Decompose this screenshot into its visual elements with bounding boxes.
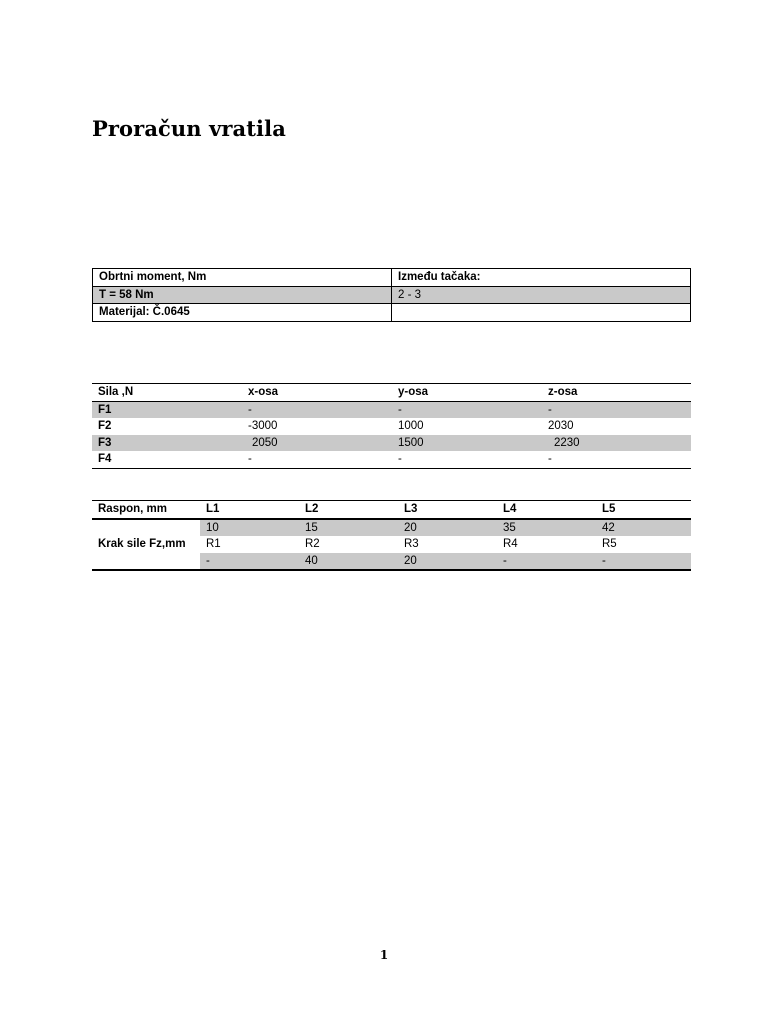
table-cell: F3 [92, 435, 242, 452]
page-number: 1 [379, 948, 389, 962]
forces-table [92, 383, 691, 469]
table-row [93, 304, 691, 322]
table-cell: -3000 [248, 420, 278, 433]
table-cell: Materijal: Č.0645 [93, 304, 392, 322]
page-title: Proračun vratila [92, 116, 286, 141]
table-cell: R3 [404, 538, 419, 551]
table-cell: 2 - 3 [392, 286, 691, 304]
table-header-cell: L3 [398, 501, 497, 519]
table-cell: F1 [92, 401, 242, 418]
table-header-row [92, 501, 691, 519]
table-cell: 10 [200, 519, 299, 537]
table-row [92, 435, 691, 452]
table-cell: - [542, 401, 691, 418]
table-header-cell: y-osa [392, 384, 542, 402]
table-row [92, 553, 691, 571]
table-cell: Obrtni moment, Nm [93, 269, 392, 287]
table-header-cell: L4 [497, 501, 596, 519]
table-cell: - [497, 553, 596, 571]
table-cell: - [392, 401, 542, 418]
table-header-cell: z-osa [542, 384, 691, 402]
table-header-cell: x-osa [242, 384, 392, 402]
table-cell: R2 [305, 538, 320, 551]
table-row [92, 418, 691, 435]
table-row [92, 451, 691, 468]
table-header-cell: L5 [596, 501, 691, 519]
table-cell: R5 [602, 538, 617, 551]
table-cell [92, 553, 200, 571]
table-row [92, 401, 691, 418]
table-header-cell: L1 [200, 501, 299, 519]
table-cell: R4 [503, 538, 518, 551]
table-row [93, 286, 691, 304]
table-cell [392, 304, 691, 322]
table-header-row [92, 384, 691, 402]
table-cell: - [200, 553, 299, 571]
table-cell: - [596, 553, 691, 571]
moment-table [92, 268, 691, 322]
table-row [92, 536, 691, 553]
table-cell: 40 [299, 553, 398, 571]
table-cell: 42 [596, 519, 691, 537]
table-cell: T = 58 Nm [93, 286, 392, 304]
table-cell: - [242, 401, 392, 418]
table-cell: 2050 [242, 435, 392, 452]
table-row [93, 269, 691, 287]
table-cell: Krak sile Fz,mm [98, 538, 186, 551]
table-cell [92, 519, 200, 537]
table-cell: - [242, 451, 392, 468]
table-cell: F4 [92, 451, 242, 468]
table-header-cell: Sila ,N [92, 384, 242, 402]
table-header-cell: L2 [299, 501, 398, 519]
table-cell: F2 [98, 420, 112, 433]
table-cell: R1 [206, 538, 221, 551]
table-cell: Između tačaka: [392, 269, 691, 287]
table-header-cell: Raspon, mm [92, 501, 200, 519]
table-cell: 15 [299, 519, 398, 537]
table-cell: 35 [497, 519, 596, 537]
table-cell: 1500 [392, 435, 542, 452]
table-cell: 20 [398, 519, 497, 537]
table-cell: - [392, 451, 542, 468]
table-row [92, 519, 691, 537]
table-cell: 2230 [542, 435, 691, 452]
table-cell: 20 [398, 553, 497, 571]
table-cell: - [542, 451, 691, 468]
table-cell: 1000 [398, 420, 424, 433]
table-cell: 2030 [548, 420, 574, 433]
spans-table [92, 500, 691, 571]
